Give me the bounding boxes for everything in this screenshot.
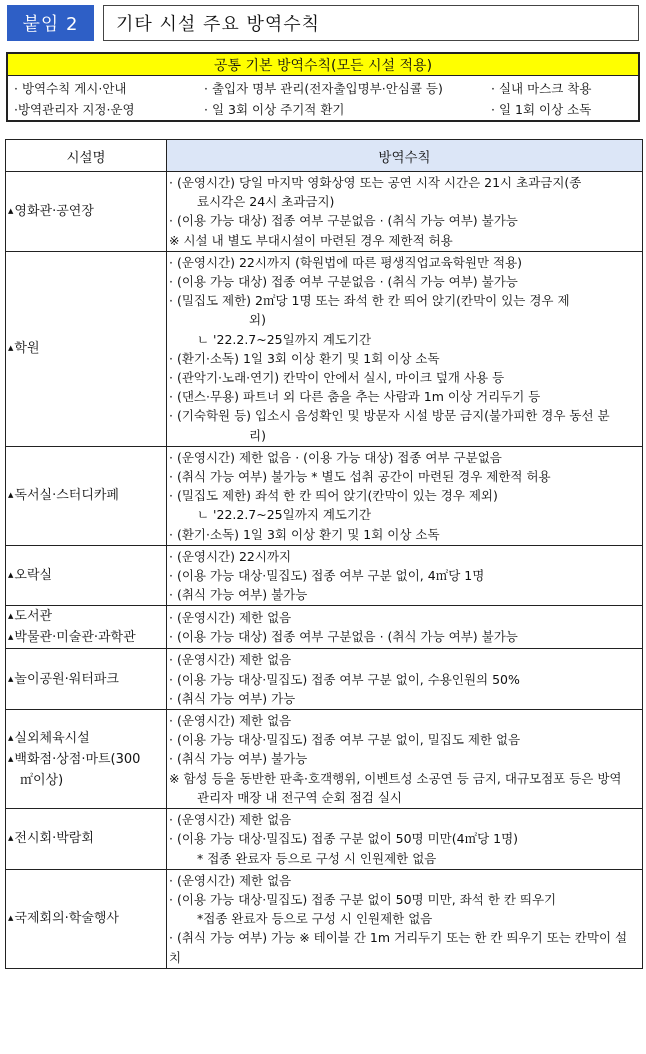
table-row <box>6 649 643 710</box>
common-rule-item: · 방역수칙 게시·안내 <box>14 81 127 96</box>
triangle-marker-icon: ▲ <box>8 834 14 843</box>
document-title: 기타 시설 주요 방역수칙 <box>103 5 639 41</box>
facility-rules-table <box>5 139 643 969</box>
common-rules-list <box>8 76 638 120</box>
facility-name: 학원 <box>14 341 40 357</box>
rule-line: · (운영시간) 제한 없음 · (이용 가능 대상) 접종 여부 구분없음 <box>169 449 502 465</box>
rule-line: · (이용 가능 대상) 접종 여부 구분없음 · (취식 가능 여부) 불가능 <box>169 629 518 645</box>
column-header-rules: 방역수칙 <box>167 140 643 172</box>
rule-line: 치 <box>169 949 182 965</box>
facility-cell <box>6 869 167 968</box>
rule-line: · (운영시간) 제한 없음 <box>169 610 292 626</box>
rule-line: · (운영시간) 제한 없음 <box>169 872 292 888</box>
rule-line: · (운영시간) 제한 없음 <box>169 713 292 729</box>
facility-name: 백화점·상점·마트(300 <box>14 751 141 767</box>
common-rule-item: ·방역관리자 지정·운영 <box>14 102 135 117</box>
rules-cell <box>167 869 643 968</box>
triangle-marker-icon: ▲ <box>8 633 14 642</box>
triangle-marker-icon: ▲ <box>8 754 14 763</box>
facility-name: 실외체육시설 <box>14 730 90 746</box>
triangle-marker-icon: ▲ <box>8 491 14 500</box>
facility-name: 박물관·미술관·과학관 <box>14 630 136 646</box>
rules-cell <box>167 545 643 606</box>
rule-line: · (운영시간) 제한 없음 <box>169 652 292 668</box>
rule-line: *접종 완료자 등으로 구성 시 인원제한 없음 <box>197 911 433 927</box>
rule-line: · (취식 가능 여부) 가능 <box>169 690 296 706</box>
table-row <box>6 606 643 649</box>
rule-line: ㄴ '22.2.7~25일까지 계도기간 <box>197 331 372 347</box>
table-row <box>6 172 643 252</box>
facility-cell <box>6 545 167 606</box>
rule-line: · (운영시간) 당일 마지막 영화상영 또는 공연 시작 시간은 21시 초과금지(종 <box>169 175 582 190</box>
rule-line: 외) <box>249 312 266 328</box>
attachment-badge: 붙임 2 <box>7 5 94 41</box>
rule-line: · (이용 가능 대상·밀집도) 접종 여부 구분 없이, 밀집도 제한 없음 <box>169 732 521 748</box>
table-header-row <box>6 140 643 172</box>
triangle-marker-icon: ▲ <box>8 733 14 742</box>
table-row <box>6 251 643 446</box>
facility-cell <box>6 606 167 649</box>
rules-cell <box>167 809 643 870</box>
rule-line: · (운영시간) 22시까지 <box>169 548 292 564</box>
rule-line: · (취식 가능 여부) 불가능 <box>169 751 308 767</box>
triangle-marker-icon: ▲ <box>8 344 14 353</box>
rule-line: · (이용 가능 대상·밀집도) 접종 여부 구분 없이, 4㎡당 1명 <box>169 568 485 584</box>
common-rule-item: · 출입자 명부 관리(전자출입명부·안심콜 등) <box>204 81 443 96</box>
rule-line: 관리자 매장 내 전구역 순회 점검 실시 <box>197 789 402 805</box>
facility-name: 놀이공원·워터파크 <box>14 671 119 687</box>
common-rules-title: 공통 기본 방역수칙(모든 시설 적용) <box>8 54 638 76</box>
facility-name: 영화관·공연장 <box>14 203 94 219</box>
triangle-marker-icon: ▲ <box>8 914 14 923</box>
facility-name: ㎡이상) <box>20 772 64 788</box>
rule-line: · (취식 가능 여부) 불가능 * 별도 섭취 공간이 마련된 경우 제한적 허용 <box>169 469 551 485</box>
rules-cell <box>167 606 643 649</box>
facility-name: 국제회의·학술행사 <box>14 911 119 927</box>
facility-name: 도서관 <box>14 609 53 625</box>
facility-name: 오락실 <box>14 568 53 584</box>
rule-line: * 접종 완료자 등으로 구성 시 인원제한 없음 <box>197 850 437 866</box>
rules-cell <box>167 172 643 252</box>
triangle-marker-icon: ▲ <box>8 571 14 580</box>
rule-line: · (이용 가능 대상·밀집도) 접종 구분 없이 50명 미만(4㎡당 1명) <box>169 831 519 847</box>
facility-cell <box>6 710 167 809</box>
triangle-marker-icon: ▲ <box>8 206 14 215</box>
rule-line: ㄴ '22.2.7~25일까지 계도기간 <box>197 507 372 523</box>
table-row <box>6 809 643 870</box>
rule-line: · (취식 가능 여부) 불가능 <box>169 587 308 603</box>
facility-cell <box>6 649 167 710</box>
common-rule-item: · 일 1회 이상 소독 <box>491 102 592 117</box>
rules-cell <box>167 710 643 809</box>
rule-line: · (관악기·노래·연기) 칸막이 안에서 실시, 마이크 덮개 사용 등 <box>169 370 505 386</box>
common-rules-box <box>6 52 640 122</box>
rule-line: · (환기·소독) 1일 3회 이상 환기 및 1회 이상 소독 <box>169 350 440 366</box>
rule-line: · (이용 가능 대상) 접종 여부 구분없음 · (취식 가능 여부) 불가능 <box>169 213 518 229</box>
table-row <box>6 545 643 606</box>
rule-line: · (기숙학원 등) 입소시 음성확인 및 방문자 시설 방문 금지(불가피한 경우 동선 분 <box>169 408 610 424</box>
rule-line: · (댄스·무용) 파트너 외 다른 춤을 추는 사람과 1m 이상 거리두기 등 <box>169 389 541 405</box>
rule-line: 료시각은 24시 초과금지) <box>197 194 335 210</box>
common-rule-item: · 일 3회 이상 주기적 환기 <box>204 102 345 117</box>
rule-line: · (이용 가능 대상·밀집도) 접종 구분 없이 50명 미만, 좌석 한 칸 띄우기 <box>169 891 557 907</box>
facility-name: 전시회·박람회 <box>14 831 94 847</box>
rule-line: · (이용 가능 대상) 접종 여부 구분없음 · (취식 가능 여부) 불가능 <box>169 274 518 290</box>
table-row <box>6 710 643 809</box>
facility-cell <box>6 251 167 446</box>
column-header-facility: 시설명 <box>6 140 167 172</box>
table-row <box>6 446 643 545</box>
rule-line: · (이용 가능 대상·밀집도) 접종 여부 구분 없이, 수용인원의 50% <box>169 671 520 687</box>
rule-line: · (밀집도 제한) 2㎡당 1명 또는 좌석 한 칸 띄어 앉기(칸막이 있는 경우 제 <box>169 293 570 309</box>
facility-cell <box>6 809 167 870</box>
rules-cell <box>167 251 643 446</box>
rules-cell <box>167 649 643 710</box>
rule-line: 리) <box>249 427 266 443</box>
table-row <box>6 869 643 968</box>
common-rule-item: · 실내 마스크 착용 <box>491 81 592 96</box>
rule-line: · (밀집도 제한) 좌석 한 칸 띄어 앉기(칸막이 있는 경우 제외) <box>169 488 498 504</box>
rule-line: · (운영시간) 제한 없음 <box>169 812 292 828</box>
rule-line: · (취식 가능 여부) 가능 ※ 테이블 간 1m 거리두기 또는 한 칸 띄우기 또는 칸막이 설 <box>169 930 628 946</box>
triangle-marker-icon: ▲ <box>8 612 14 621</box>
triangle-marker-icon: ▲ <box>8 674 14 683</box>
rule-line: · (환기·소독) 1일 3회 이상 환기 및 1회 이상 소독 <box>169 526 440 542</box>
rule-line: ※ 함성 등을 동반한 판촉·호객행위, 이벤트성 소공연 등 금지, 대규모점포 등은 방역 <box>169 770 622 786</box>
rule-line: ※ 시설 내 별도 부대시설이 마련된 경우 제한적 허용 <box>169 232 453 248</box>
facility-cell <box>6 446 167 545</box>
facility-cell <box>6 172 167 252</box>
rules-cell <box>167 446 643 545</box>
facility-name: 독서실·스터디카페 <box>14 488 119 504</box>
rule-line: · (운영시간) 22시까지 (학원법에 따른 평생직업교육학원만 적용) <box>169 254 523 270</box>
